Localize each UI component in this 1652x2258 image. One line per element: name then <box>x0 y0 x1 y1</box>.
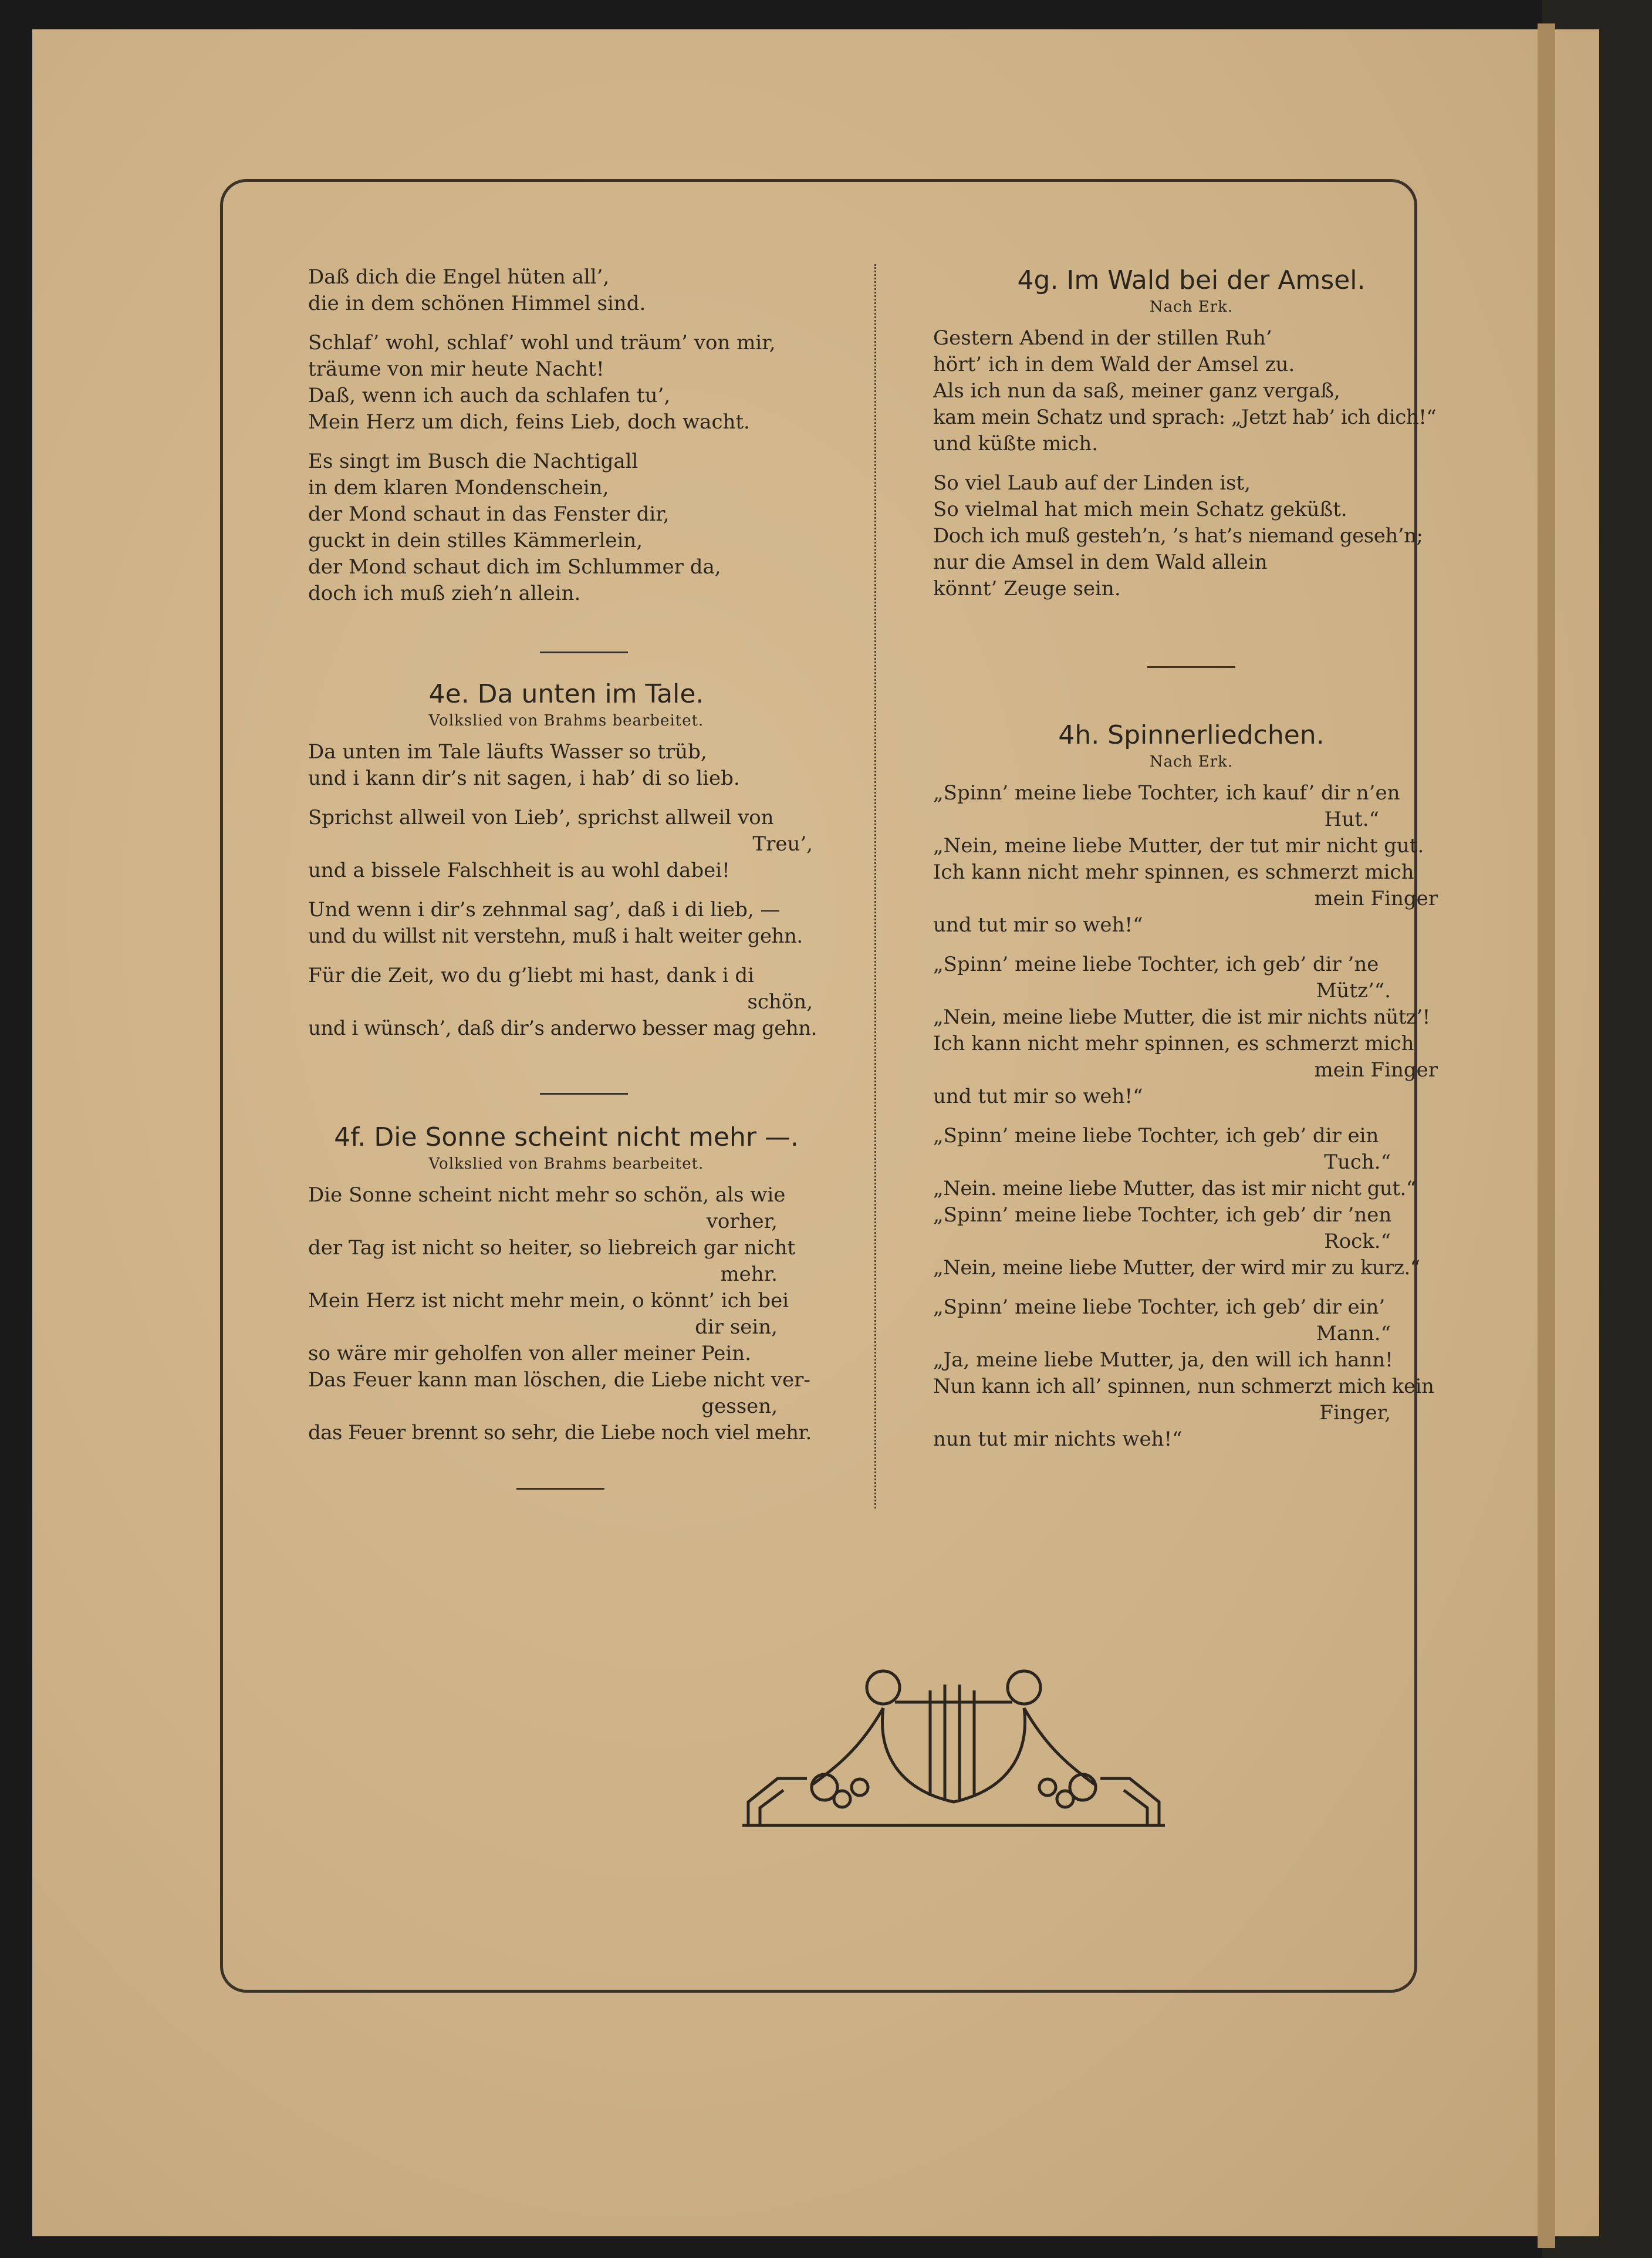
poem-line: „Nein, meine liebe Mutter, der tut mir nicht gut. <box>933 834 1424 858</box>
poem-line: und du willst nit verstehn, muß i halt weiter gehn. <box>308 924 803 948</box>
song-title: 4f. Die Sonne scheint nicht mehr —. <box>334 1122 799 1152</box>
poem-line: „Spinn’ meine liebe Tochter, ich geb’ dir ’nen <box>933 1203 1392 1227</box>
column-divider <box>874 264 876 1508</box>
poem-line: nun tut mir nichts weh!“ <box>933 1427 1183 1451</box>
poem-line: und tut mir so weh!“ <box>933 913 1143 937</box>
poem-line: „Nein, meine liebe Mutter, der wird mir zu kurz.“ <box>933 1256 1420 1280</box>
poem-line-continuation: Mütz’“. <box>1316 979 1391 1003</box>
stanza <box>308 805 825 884</box>
song-subtitle: Nach Erk. <box>1149 753 1234 771</box>
page-edge <box>1538 23 1555 2248</box>
poem-line-continuation: dir sein, <box>695 1315 778 1339</box>
song-subtitle: Volkslied von Brahms bearbeitet. <box>428 712 704 730</box>
poem-line: Es singt im Busch die Nachtigall <box>308 450 638 473</box>
poem-line: Gestern Abend in der stillen Ruh’ <box>933 326 1272 350</box>
poem-line-continuation: Treu’, <box>752 832 813 856</box>
stanza <box>308 264 825 317</box>
poem-line-continuation: mein Finger <box>1314 887 1438 910</box>
poem-line-continuation: Hut.“ <box>1324 808 1379 831</box>
section-rule <box>516 1488 604 1490</box>
poem-line: das Feuer brennt so sehr, die Liebe noch viel mehr. <box>308 1421 812 1444</box>
poem-line: und a bissele Falschheit is au wohl dabei! <box>308 859 730 882</box>
stanza <box>308 1182 825 1446</box>
poem-line: Und wenn i dir’s zehnmal sag’, daß i di lieb, — <box>308 898 781 922</box>
song-title: 4e. Da unten im Tale. <box>428 679 704 709</box>
song-subtitle: Nach Erk. <box>1149 298 1234 316</box>
poem-line: so wäre mir geholfen von aller meiner Pein. <box>308 1342 751 1365</box>
poem-line-continuation: mehr. <box>720 1263 778 1286</box>
song-subtitle: Volkslied von Brahms bearbeitet. <box>428 1155 704 1173</box>
stanza <box>308 963 825 1042</box>
poem-line-continuation: gessen, <box>701 1395 778 1418</box>
poem-line: die in dem schönen Himmel sind. <box>308 292 646 315</box>
stanza <box>933 470 1450 602</box>
section-rule <box>1147 666 1235 668</box>
lyre-ornament-icon <box>742 1655 1165 1831</box>
poem-line: und tut mir so weh!“ <box>933 1085 1143 1108</box>
poem-line: Nun kann ich all’ spinnen, nun schmerzt mich kein <box>933 1375 1434 1398</box>
poem-line: „Ja, meine liebe Mutter, ja, den will ich hann! <box>933 1348 1393 1372</box>
poem-line: „Nein, meine liebe Mutter, die ist mir nichts nütz’! <box>933 1005 1430 1029</box>
poem-line: „Nein. meine liebe Mutter, das ist mir nicht gut.“ <box>933 1177 1416 1200</box>
poem-line: Sprichst allweil von Lieb’, sprichst allweil von <box>308 806 774 829</box>
stanza <box>933 780 1450 939</box>
poem-line: Daß dich die Engel hüten all’, <box>308 265 610 289</box>
poem-line: Die Sonne scheint nicht mehr so schön, als wie <box>308 1183 786 1207</box>
poem-line: Ich kann nicht mehr spinnen, es schmerzt mich <box>933 860 1414 884</box>
poem-line: „Spinn’ meine liebe Tochter, ich kauf’ dir n’en <box>933 781 1400 805</box>
right-column <box>933 264 1450 615</box>
stanza <box>308 739 825 792</box>
poem-line: Schlaf’ wohl, schlaf’ wohl und träum’ von mir, <box>308 331 776 355</box>
poem-line: Das Feuer kann man löschen, die Liebe nicht ver- <box>308 1368 810 1392</box>
stanza <box>308 330 825 436</box>
poem-line: und i kann dir’s nit sagen, i hab’ di so lieb. <box>308 767 740 790</box>
stanza <box>308 448 825 607</box>
poem-line-continuation: schön, <box>747 990 813 1014</box>
stanza <box>933 951 1450 1110</box>
poem-line-continuation: mein Finger <box>1314 1058 1438 1082</box>
poem-line: kam mein Schatz und sprach: „Jetzt hab’ ich dich!“ <box>933 406 1437 429</box>
song-title: 4g. Im Wald bei der Amsel. <box>1017 265 1366 295</box>
poem-line: könnt’ Zeuge sein. <box>933 577 1121 600</box>
poem-line: der Mond schaut dich im Schlummer da, <box>308 555 721 579</box>
poem-line: Als ich nun da saß, meiner ganz vergaß, <box>933 379 1340 403</box>
section-rule <box>540 1093 628 1095</box>
poem-line: der Tag ist nicht so heiter, so liebreich gar nicht <box>308 1236 796 1260</box>
poem-line: „Spinn’ meine liebe Tochter, ich geb’ dir ein <box>933 1124 1379 1147</box>
poem-line-continuation: Rock.“ <box>1324 1230 1391 1253</box>
poem-line: „Spinn’ meine liebe Tochter, ich geb’ dir ’ne <box>933 953 1379 976</box>
poem-line: Für die Zeit, wo du g’liebt mi hast, dank i di <box>308 964 755 987</box>
poem-line: träume von mir heute Nacht! <box>308 357 604 381</box>
poem-line: „Spinn’ meine liebe Tochter, ich geb’ dir ein’ <box>933 1295 1386 1319</box>
poem-line-continuation: Mann.“ <box>1316 1322 1391 1345</box>
poem-line-continuation: Finger, <box>1319 1401 1391 1425</box>
stanza <box>933 1123 1450 1281</box>
poem-line: guckt in dein stilles Kämmerlein, <box>308 529 643 552</box>
poem-line: nur die Amsel in dem Wald allein <box>933 551 1268 574</box>
song-4e <box>308 678 825 1055</box>
stanza <box>308 897 825 950</box>
section-rule <box>540 652 628 653</box>
poem-line: So viel Laub auf der Linden ist, <box>933 471 1251 495</box>
poem-line-continuation: Tuch.“ <box>1324 1150 1391 1174</box>
left-column <box>308 264 825 620</box>
poem-line: und i wünsch’, daß dir’s anderwo besser mag gehn. <box>308 1017 817 1040</box>
poem-line: und küßte mich. <box>933 432 1099 455</box>
poem-line: doch ich muß zieh’n allein. <box>308 582 581 605</box>
poem-line: Doch ich muß gesteh’n, ’s hat’s niemand geseh’n; <box>933 524 1423 548</box>
poem-line-continuation: vorher, <box>706 1210 778 1233</box>
stanza <box>933 1294 1450 1453</box>
stanza <box>933 325 1450 457</box>
poem-line: Daß, wenn ich auch da schlafen tu’, <box>308 384 671 407</box>
song-4f <box>308 1121 825 1459</box>
poem-line: Ich kann nicht mehr spinnen, es schmerzt mich <box>933 1032 1414 1055</box>
poem-line: in dem klaren Mondenschein, <box>308 476 609 499</box>
song-4h <box>933 719 1450 1466</box>
poem-line: Mein Herz ist nicht mehr mein, o könnt’ ich bei <box>308 1289 789 1312</box>
poem-line: hört’ ich in dem Wald der Amsel zu. <box>933 353 1295 376</box>
poem-line: So vielmal hat mich mein Schatz geküßt. <box>933 498 1347 521</box>
poem-line: Da unten im Tale läufts Wasser so trüb, <box>308 740 707 764</box>
poem-line: Mein Herz um dich, feins Lieb, doch wacht. <box>308 410 750 434</box>
poem-line: der Mond schaut in das Fenster dir, <box>308 502 670 526</box>
song-title: 4h. Spinnerliedchen. <box>1058 720 1325 750</box>
